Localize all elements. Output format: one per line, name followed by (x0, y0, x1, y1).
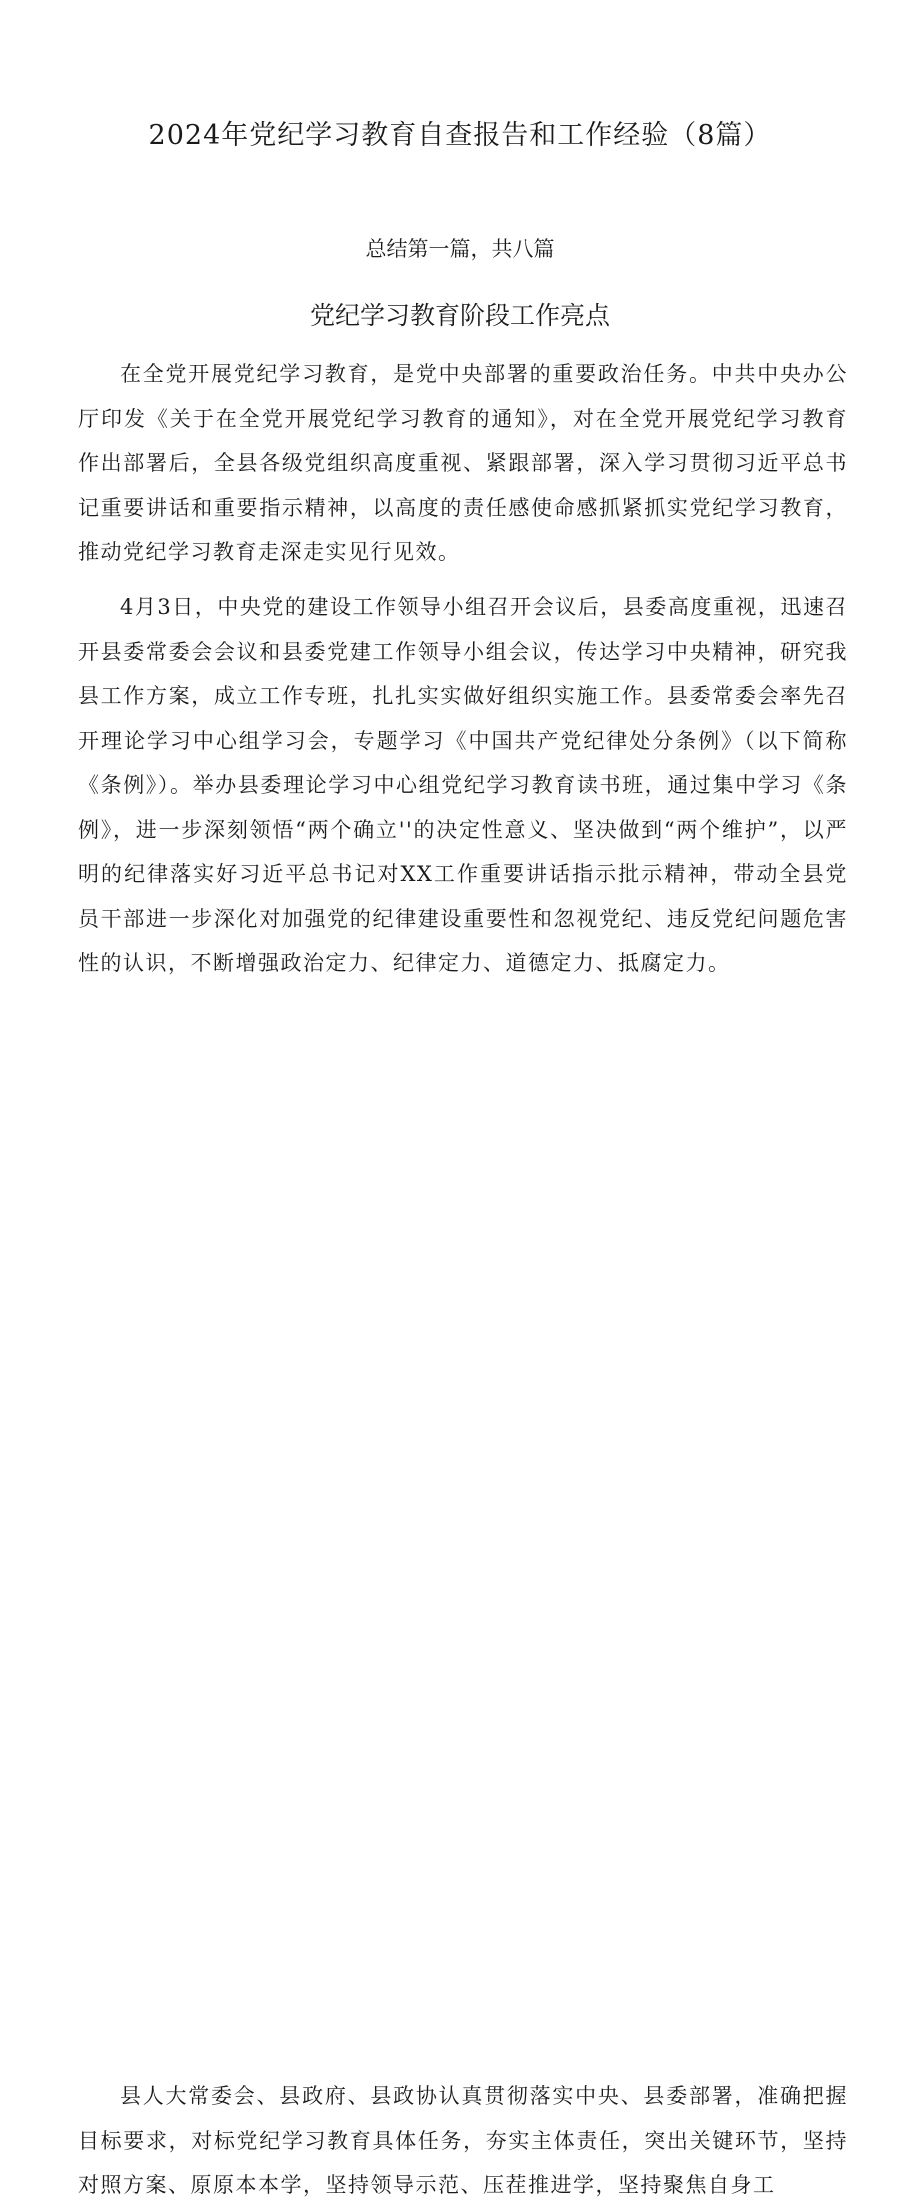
body-paragraph: 4月3日，中央党的建设工作领导小组召开会议后，县委高度重视，迅速召开县委常委会会议和县委党建工作领导小组会议，传达学习中央精神，研究我县工作方案，成立工作专班，扎扎实实做好组织实施工作。县委常委会率先召开理论学习中心组学习会，专题学习《中国共产党纪律处分条例》（以下简称《条例》）。举办县委理论学习中心组党纪学习教育读书班，通过集中学习《条例》，进一步深刻领悟“两个确立''的决定性意义、坚决做到“两个维护”，以严明的纪律落实好习近平总书记对XX工作重要讲话指示批示精神，带动全县党员干部进一步深化对加强党的纪律建设重要性和忽视党纪、违反党纪问题危害性的认识，不断增强政治定力、纪律定力、道德定力、抵腐定力。 (78, 595, 848, 975)
document-title: 2024年党纪学习教育自查报告和工作经验（8篇） (148, 120, 772, 151)
section-label: 总结第一篇，共八篇 (365, 237, 555, 261)
body-paragraph: 县人大常委会、县政府、县政协认真贯彻落实中央、县委部署，准确把握目标要求，对标党纪学习教育具体任务，夯实主体责任，突出关键环节，坚持对照方案、原原本本学，坚持领导示范、压茬推进学，坚持聚焦自身工 (78, 2084, 848, 2197)
body-paragraph-container (0, 1037, 920, 2197)
body-paragraph: 在全党开展党纪学习教育，是党中央部署的重要政治任务。中共中央办公厅印发《关于在全党开展党纪学习教育的通知》，对在全党开展党纪学习教育作出部署后，全县各级党组织高度重视、紧跟部署，深入学习贯彻习近平总书记重要讲话和重要指示精神，以高度的责任感使命感抓紧抓实党纪学习教育，推动党纪学习教育走深走实见行见效。 (78, 362, 848, 564)
section-heading: 党纪学习教育阶段工作亮点 (309, 301, 610, 330)
